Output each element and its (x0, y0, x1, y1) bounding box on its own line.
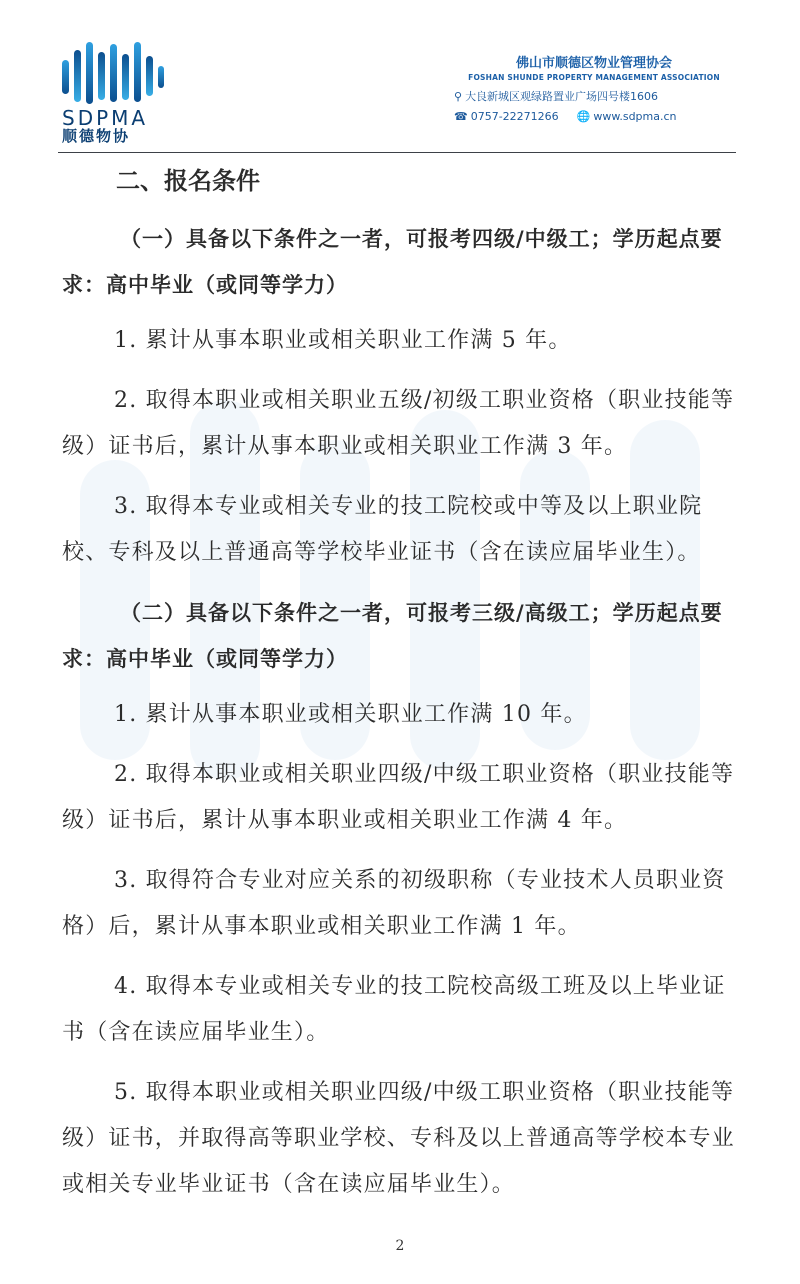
list-item: 1. 累计从事本职业或相关职业工作满 5 年。 (114, 328, 572, 353)
header-divider (58, 152, 736, 153)
phone-icon: ☎ (454, 110, 468, 123)
logo-text-cn: 顺德物协 (62, 127, 131, 145)
group-heading-2: （二）具备以下条件之一者，可报考三级/高级工；学历起点要求：高中毕业（或同等学力） (62, 601, 723, 671)
letterhead (0, 0, 800, 150)
list-item: 4. 取得本专业或相关专业的技工院校高级工班及以上毕业证书（含在读应届毕业生）。 (62, 974, 726, 1045)
address-row (454, 88, 734, 104)
list-item: 5. 取得本职业或相关职业四级/中级工职业资格（职业技能等级）证书，并取得高等职业学校、专科及以上普通高等学校本专业或相关专业毕业证书（含在读应届毕业生）。 (62, 1080, 735, 1197)
list-item: 3. 取得符合专业对应关系的初级职称（专业技术人员职业资格）后，累计从事本职业或相关职业工作满 1 年。 (62, 868, 726, 939)
contact-row (454, 110, 734, 123)
globe-icon: 🌐 (576, 110, 591, 123)
logo-lettering (62, 108, 172, 145)
list-item: 2. 取得本职业或相关职业四级/中级工职业资格（职业技能等级）证书后，累计从事本职业或相关职业工作满 4 年。 (62, 762, 735, 833)
section-title: 二、报名条件 (116, 167, 260, 195)
logo-text-en: SDPMA (62, 106, 149, 130)
location-pin-icon: ⚲ (454, 89, 463, 103)
website-link[interactable]: www.sdpma.cn (593, 110, 677, 123)
address-text: 大良新城区观绿路置业广场四号楼1606 (465, 90, 659, 103)
document-body (62, 154, 744, 1222)
list-item: 1. 累计从事本职业或相关职业工作满 10 年。 (114, 702, 587, 727)
page-number: 2 (395, 1238, 405, 1254)
org-name-cn: 佛山市顺德区物业管理协会 (515, 56, 672, 71)
phone-text: 0757-22271266 (470, 110, 559, 123)
group-heading-1: （一）具备以下条件之一者，可报考四级/中级工；学历起点要求：高中毕业（或同等学力） (62, 227, 723, 297)
list-item: 3. 取得本专业或相关专业的技工院校或中等及以上职业院校、专科及以上普通高等学校毕业证书（含在读应届毕业生）。 (62, 494, 703, 565)
org-name-en: FOSHAN SHUNDE PROPERTY MANAGEMENT ASSOCIATION (468, 73, 720, 82)
list-item: 2. 取得本职业或相关职业五级/初级工职业资格（职业技能等级）证书后，累计从事本职业或相关职业工作满 3 年。 (62, 388, 735, 459)
organization-info (454, 52, 734, 123)
